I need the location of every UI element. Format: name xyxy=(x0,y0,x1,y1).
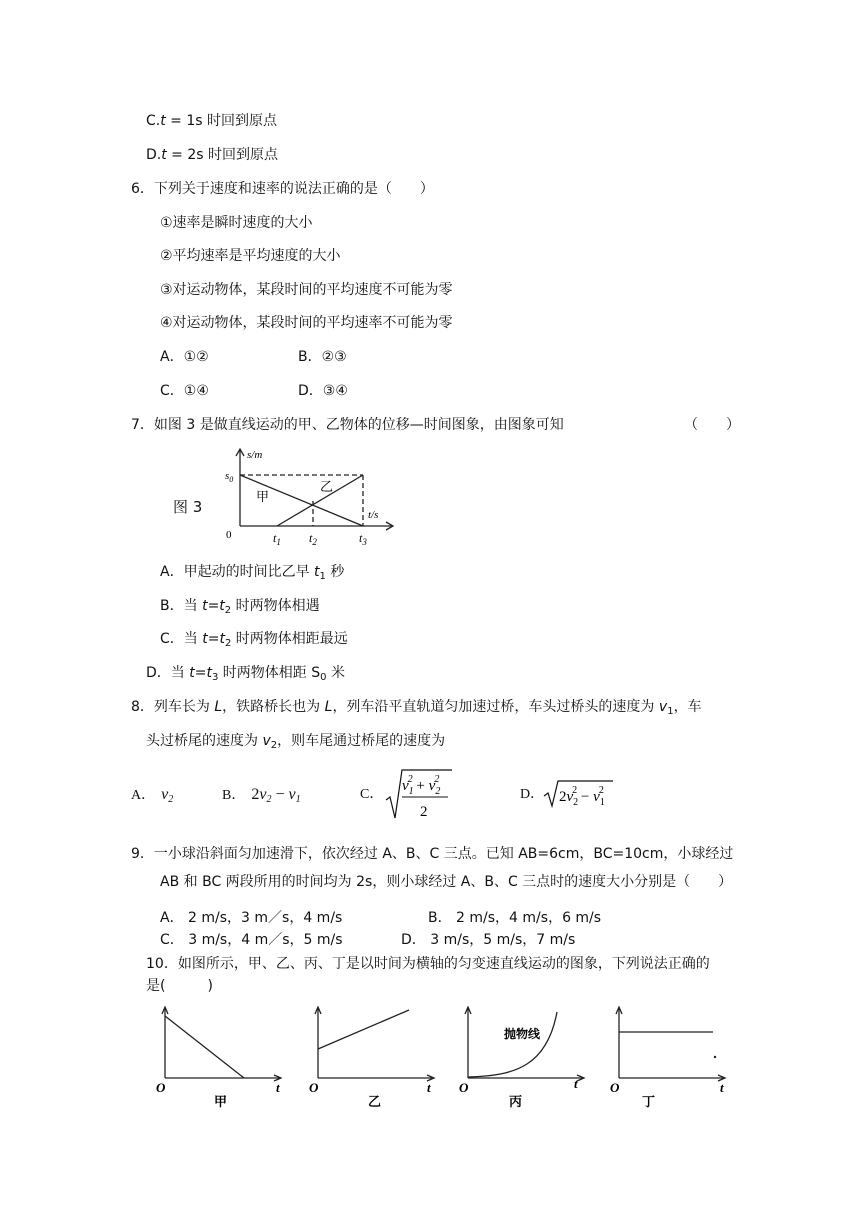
q8-option-a: A． $v_2$ xyxy=(131,786,174,805)
q9-line-2: AB 和 BC 两段所用的时间均为 2s，则小球经过 A、B、C 三点时的速度大小分别是（ ） xyxy=(160,874,733,890)
q6-item-2: ②平均速率是平均速度的大小 xyxy=(160,248,341,264)
q6-stem: 6．下列关于速度和速率的说法正确的是（ ） xyxy=(131,181,434,197)
q7-st-graph xyxy=(222,446,400,548)
svg-text:2: 2 xyxy=(420,804,428,820)
q10-jia-label: 甲 xyxy=(214,1094,228,1109)
q7-t2-label: $t_2$ xyxy=(309,531,317,547)
q7-t3-label: $t_3$ xyxy=(359,531,367,547)
q10-line-2: 是( ) xyxy=(146,978,213,994)
q10-jia-t: t xyxy=(276,1080,280,1095)
q7-yi-label: 乙 xyxy=(320,479,334,494)
q8-option-c-formula xyxy=(384,766,454,824)
q10-graph-ding xyxy=(606,1006,746,1112)
q10-yi-origin: O xyxy=(309,1080,319,1095)
q6-item-3: ③对运动物体，某段时间的平均速度不可能为零 xyxy=(160,282,453,298)
q10-ding-origin: O xyxy=(610,1080,620,1095)
q6-option-c: C．①④ xyxy=(160,383,209,399)
q10-graph-jia xyxy=(152,1006,292,1112)
q10-graph-bing xyxy=(455,1006,595,1112)
q10-bing-label: 丙 xyxy=(509,1094,523,1109)
q10-ding-t: t xyxy=(720,1080,724,1095)
q7-option-b: B．当 $t=t_2$ 时两物体相遇 xyxy=(160,598,320,616)
q7-origin-label: 0 xyxy=(226,529,232,541)
q6-option-b: B．②③ xyxy=(298,349,347,365)
q7-x-axis-label: t/s xyxy=(368,509,379,521)
q6-item-4: ④对运动物体，某段时间的平均速率不可能为零 xyxy=(160,315,453,331)
q7-bracket: （ ） xyxy=(684,417,740,433)
q10-graph-yi xyxy=(305,1006,445,1112)
q9-option-b: B． 2 m/s，4 m/s，6 m/s xyxy=(428,910,602,926)
q10-ding-label: 丁 xyxy=(642,1094,656,1109)
q7-s0-label: $s_0$ xyxy=(225,470,234,484)
q9-option-c: C． 3 m/s，4 m／s，5 m/s xyxy=(160,932,343,948)
q7-option-c: C．当 $t=t_2$ 时两物体相距最远 xyxy=(160,631,348,649)
q7-jia-label: 甲 xyxy=(256,489,270,504)
q9-option-a: A． 2 m/s，3 m／s，4 m/s xyxy=(160,910,343,926)
q8-option-b: B． $2v_2 - v_1$ xyxy=(222,786,301,805)
q5-option-c: C.t = 1s 时回到原点 xyxy=(146,113,278,129)
q10-bing-t: t xyxy=(574,1076,578,1091)
q10-bing-origin: O xyxy=(459,1080,469,1095)
q10-jia-origin: O xyxy=(156,1080,166,1095)
svg-text:v12 + v22: $v_12 + v_22$ xyxy=(402,774,441,797)
svg-text:2v22 − v12: $2v_22 - v_12$ xyxy=(559,785,605,808)
q10-bing-parabola-note: 抛物线 xyxy=(504,1027,541,1041)
q6-item-1: ①速率是瞬时速度的大小 xyxy=(160,215,313,231)
q7-option-d: D．当 $t=t_3$ 时两物体相距 $S_0$ 米 xyxy=(146,665,345,683)
q5-option-d: D.t = 2s 时回到原点 xyxy=(146,147,279,163)
q7-stem: 7．如图 3 是做直线运动的甲、乙物体的位移—时间图象，由图象可知 xyxy=(131,417,564,433)
q6-option-a: A．①② xyxy=(160,349,209,365)
q10-yi-label: 乙 xyxy=(368,1094,382,1109)
q10-yi-t: t xyxy=(427,1080,431,1095)
q7-option-a: A．甲起动的时间比乙早 $t_1$ 秒 xyxy=(160,564,345,582)
q8-option-c: C． xyxy=(360,787,384,802)
q6-option-d: D．③④ xyxy=(298,383,348,399)
q9-option-d: D． 3 m/s，5 m/s，7 m/s xyxy=(401,932,576,948)
q7-t1-label: $t_1$ xyxy=(273,531,281,547)
q8-option-d: D． xyxy=(520,787,545,802)
q10-line-1: 10．如图所示，甲、乙、丙、丁是以时间为横轴的匀变速直线运动的图象，下列说法正确的 xyxy=(146,956,710,972)
q8-line-2: 头过桥尾的速度为 $v_2$，则车尾通过桥尾的速度为 xyxy=(146,733,446,751)
q8-line-1: 8．列车长为 L，铁路桥长也为 L，列车沿平直轨道匀加速过桥，车头过桥头的速度为 $v_1$，车 xyxy=(131,699,702,717)
q7-y-axis-label: s/m xyxy=(247,449,263,461)
q8-option-d-formula xyxy=(543,778,615,810)
q9-line-1: 9．一小球沿斜面匀加速滑下，依次经过 A、B、C 三点。已知 AB=6cm，BC=10cm，小球经过 xyxy=(131,846,734,862)
figure-3-caption: 图 3 xyxy=(173,498,203,516)
